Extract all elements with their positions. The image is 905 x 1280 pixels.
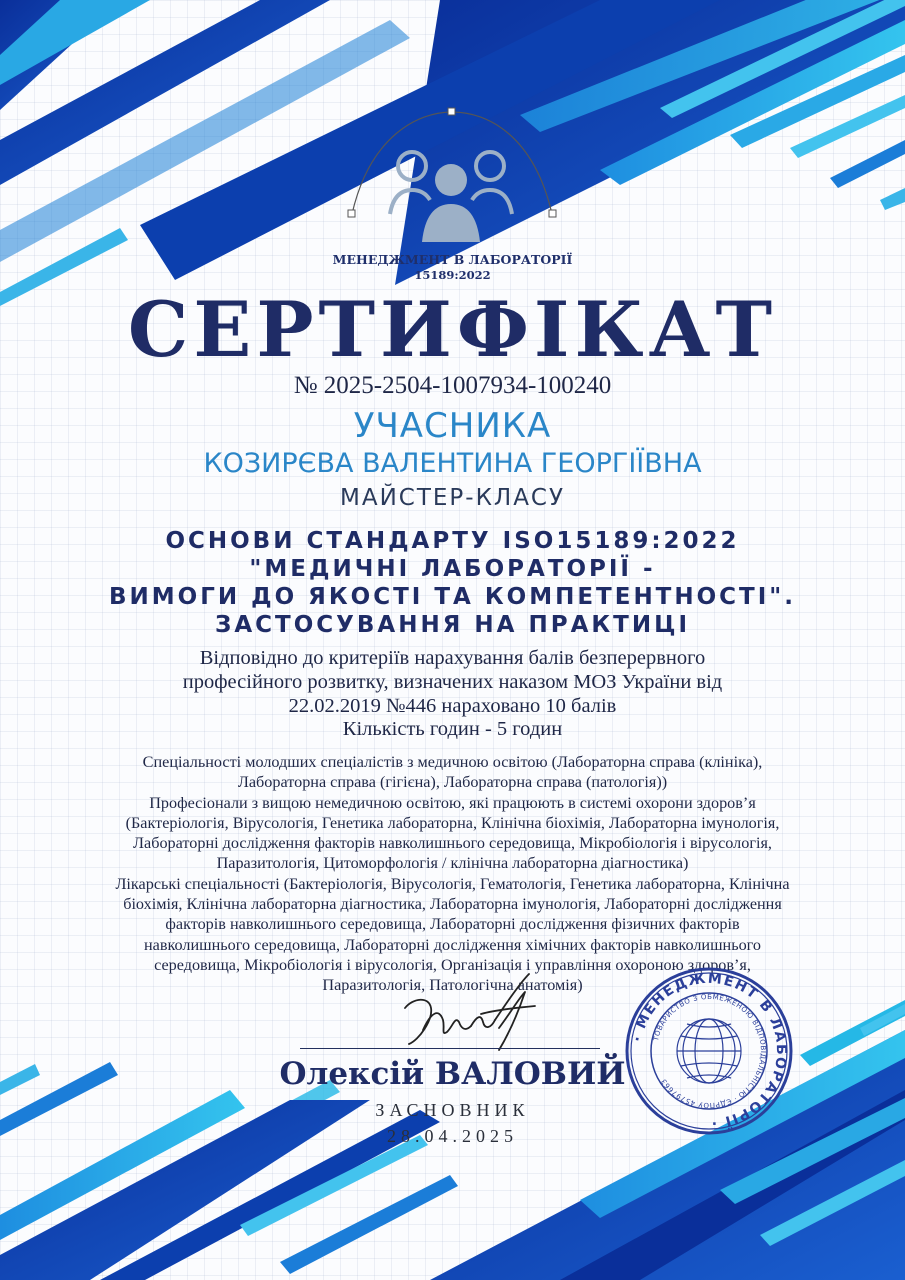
course-line: ОСНОВИ СТАНДАРТУ ISO15189:2022 bbox=[165, 528, 740, 554]
specialties-line: середовища, Мікробіологія і вірусологія, Організація і управління охороною здоров’я, bbox=[154, 955, 751, 974]
event-type: МАЙСТЕР-КЛАСУ bbox=[339, 485, 566, 511]
specialties-line: (Бактеріологія, Вірусологія, Генетика лабораторна, Клінічна біохімія, Лабораторна імунологія, bbox=[125, 813, 780, 832]
certificate-title: СЕРТИФІКАТ bbox=[127, 285, 778, 374]
participant-name: КОЗИРЄВА ВАЛЕНТИНА ГЕОРГІЇВНА bbox=[203, 448, 702, 479]
specialties-line: Лабораторна справа (гігієна), Лабораторна справа (патологія)) bbox=[237, 773, 668, 792]
people-group-icon bbox=[342, 106, 562, 256]
accreditation-line: професійного розвитку, визначених наказом МОЗ України від bbox=[182, 671, 723, 693]
accreditation-text bbox=[0, 646, 905, 718]
logo-standard: 15189:2022 bbox=[414, 268, 491, 282]
specialties-line: факторів навколишнього середовища, Лабораторні дослідження фізичних факторів bbox=[165, 915, 740, 934]
course-line: ВИМОГИ ДО ЯКОСТІ ТА КОМПЕТЕНТНОСТІ". bbox=[108, 584, 797, 610]
specialties-list bbox=[30, 752, 875, 996]
certificate-number: № 2025-2504-1007934-100240 bbox=[293, 372, 612, 399]
specialties-line: Спеціальності молодших спеціалістів з медичною освітою (Лабораторна справа (клініка), bbox=[142, 753, 763, 771]
specialties-line: Паразитологія, Цитоморфологія / клінічна лабораторна діагностика) bbox=[216, 854, 689, 873]
participant-label: УЧАСНИКА bbox=[353, 406, 552, 446]
hours-count: Кількість годин - 5 годин bbox=[342, 718, 563, 740]
specialties-line: Паразитологія, Патологічна анатомія) bbox=[322, 976, 583, 995]
signature-line bbox=[300, 1048, 600, 1049]
accreditation-line: Відповідно до критеріїв нарахування балів безперервного bbox=[199, 647, 706, 669]
specialties-line: біохімія, Клінічна лабораторна діагностика, Лабораторна імунологія, Лабораторні дослідження bbox=[123, 895, 782, 914]
specialties-line: Лабораторні дослідження факторів навколишнього середовища, Мікробіологія і вірусологія, bbox=[133, 834, 772, 853]
specialties-line: навколишнього середовища, Лабораторні дослідження хімічних факторів навколишнього bbox=[143, 935, 762, 954]
specialties-line: Лікарські спеціальності (Бактеріологія, Вірусологія, Гематологія, Генетика лабораторна, Клінічна bbox=[115, 874, 790, 893]
bottom-left-stripes bbox=[0, 1062, 458, 1280]
accreditation-line: 22.02.2019 №446 нараховано 10 балів bbox=[288, 695, 617, 717]
official-stamp bbox=[624, 966, 794, 1136]
svg-text:ТОВАРИСТВО З ОБМЕЖЕНОЮ ВІДПОВІ: ТОВАРИСТВО З ОБМЕЖЕНОЮ ВІДПОВІДАЛЬНІСТЮ · ЄДРПОУ 45797663 bbox=[652, 992, 768, 1110]
course-title bbox=[0, 527, 905, 639]
signer-role: ЗАСНОВНИК bbox=[375, 1100, 530, 1120]
svg-text:· МЕНЕДЖМЕНТ В ЛАБОРАТОРІЇ ·: · МЕНЕДЖМЕНТ В ЛАБОРАТОРІЇ · bbox=[629, 970, 790, 1132]
course-line: ЗАСТОСУВАННЯ НА ПРАКТИЦІ bbox=[214, 612, 691, 638]
signer-name: Олексій ВАЛОВИЙ bbox=[279, 1056, 626, 1092]
handwritten-signature bbox=[395, 968, 555, 1052]
logo-title: МЕНЕДЖМЕНТ В ЛАБОРАТОРІЇ bbox=[332, 252, 573, 267]
course-line: "МЕДИЧНІ ЛАБОРАТОРІЇ - bbox=[249, 556, 656, 582]
specialties-line: Професіонали з вищою немедичною освітою, які працюють в системі охорони здоров’я bbox=[149, 793, 756, 812]
issue-date: 28.04.2025 bbox=[387, 1126, 518, 1146]
